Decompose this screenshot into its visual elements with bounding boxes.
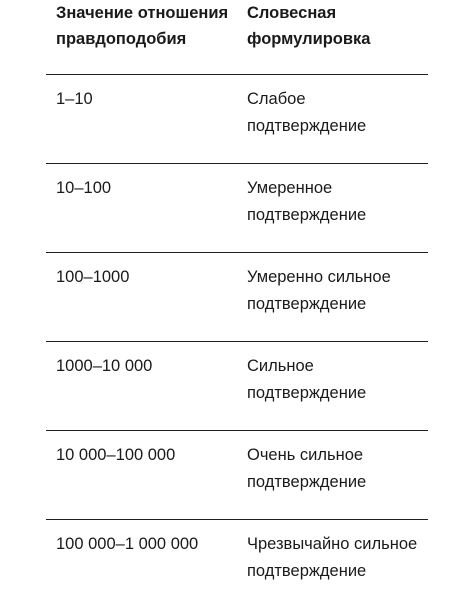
description-cell: Очень сильное подтверждение [247, 446, 367, 491]
description-cell: Чрезвычайно сильное подтверждение [247, 535, 418, 580]
table-row [46, 342, 428, 431]
description-cell: Сильное подтверждение [247, 357, 367, 402]
value-cell: 10 000–100 000 [56, 446, 176, 464]
table-row [46, 253, 428, 342]
table-row [46, 520, 428, 608]
table-row [46, 164, 428, 253]
description-cell: Умеренное подтверждение [247, 179, 367, 224]
value-cell: 1000–10 000 [56, 357, 153, 375]
value-cell: 1–10 [56, 90, 93, 108]
table-header [46, 0, 428, 75]
value-cell: 100–1000 [56, 268, 130, 286]
column-header-description: Словесная формулировка [247, 4, 371, 48]
description-cell: Слабое подтверждение [247, 90, 367, 135]
value-cell: 10–100 [56, 179, 112, 197]
table-row [46, 431, 428, 520]
likelihood-ratio-table [46, 0, 428, 608]
description-cell: Умеренно сильное подтверждение [247, 268, 391, 313]
value-cell: 100 000–1 000 000 [56, 535, 199, 553]
column-header-value: Значение отношения правдоподобия [56, 4, 229, 48]
table-row [46, 75, 428, 164]
